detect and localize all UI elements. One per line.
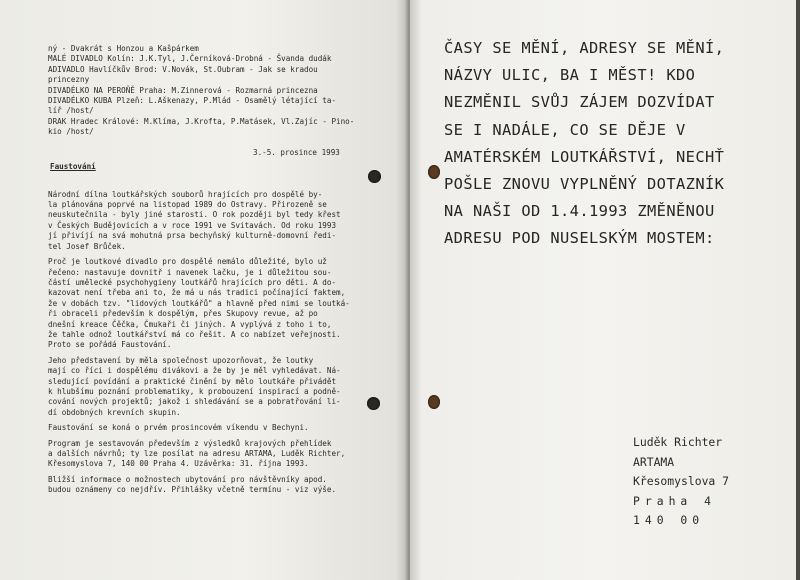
address-postcode: 140 00 (633, 513, 705, 527)
section-title: Faustování (50, 161, 96, 171)
announcement-line: SE I NADÁLE, CO SE DĚJE V (444, 120, 686, 139)
paragraph (48, 475, 366, 496)
paragraph-line: neuskutečnila - byly jiné starosti. O rok později byl tedy křest (48, 210, 341, 220)
paragraph-line: la plánována poprvé na listopad 1989 do Ostravy. Přirozeně se (48, 200, 327, 210)
punch-hole (428, 395, 440, 409)
paragraph-line: Proč je loutkové divadlo pro dospělé nemálo důležité, bylo už (48, 257, 327, 267)
address-street: Křesomyslova 7 (633, 474, 730, 488)
paragraph (48, 356, 366, 418)
paragraph-line: Faustování se koná o prvém prosincovém víkendu v Bechyni. (48, 423, 309, 433)
paragraph-line: kazovat není třeba ani to, že má u nás tradici počínající faktem, (48, 288, 346, 298)
listing-line: DIVADÉLKO KUBA Plzeň: L.Aškenazy, P.Mlád - Osamělý létající ta- (48, 96, 337, 106)
paragraph-line: dí obdobných krevních skupin. (48, 407, 181, 417)
punch-hole (367, 397, 380, 410)
listing-line: kio /host/ (48, 127, 94, 137)
announcement-line: AMATÉRSKÉM LOUTKÁŘSTVÍ, NECHŤ (444, 147, 725, 166)
announcement-line: NÁZVY ULIC, BA I MĚST! KDO (444, 66, 696, 85)
page-edge (796, 0, 800, 580)
paragraph-line: řečeno: nastavuje dovnitř i navenek lačku, je i důležitou sou- (48, 267, 332, 277)
paragraph-line: že tahle odnož loutkářství má co řešit. A co nabízet veřejnosti. (48, 329, 341, 339)
section-header (48, 147, 366, 171)
paragraph-line: že v dobách tzv. "lidových loutkářů" a hlavně před nimi se loutká- (48, 298, 350, 308)
announcement-line: NA NAŠI OD 1.4.1993 ZMĚNĚNOU (444, 202, 715, 221)
announcement-text (444, 35, 789, 253)
listing-line: líř /host/ (48, 106, 94, 116)
paragraph (48, 190, 366, 252)
paragraph-line: Bližší informace o možnostech ubytování pro návštěvníky apod. (48, 474, 327, 484)
paragraph-line: a dalších návrhů; ty lze posílat na adresu ARTAMA, Luděk Richter, (48, 449, 346, 458)
listing-line: MALÉ DIVADLO Kolín: J.K.Tyl, J.Černíková-Drobná - Švanda dudák (48, 54, 332, 64)
paragraph-line: částí umělecké psychohygieny loutkářů hrajících pro děti. A do- (48, 277, 337, 287)
paragraph-line: mají co říci i dospělému divákovi a že by je měl vyhledávat. Ná- (48, 366, 341, 376)
left-page-text (48, 44, 366, 501)
postal-address (633, 433, 729, 531)
listing-line: DRAK Hradec Králové: M.Klíma, J.Kroftа, P.Matásek, Vl.Zajíc - Pino- (48, 116, 355, 126)
paragraph-line: budou oznámeny co nejdřív. Přihlášky včetně termínu - viz výše. (48, 485, 337, 495)
announcement-line: NEZMĚNIL SVŮJ ZÁJEM DOZVÍDAT (444, 93, 715, 112)
paragraph-line: Národní dílna loutkářských souborů hrajících pro dospělé by- (48, 189, 323, 199)
paragraph (48, 423, 366, 433)
announcement-line: ČASY SE MĚNÍ, ADRESY SE MĚNÍ, (444, 39, 725, 57)
bleed-through-marks (760, 258, 778, 328)
address-organization: ARTAMA (633, 454, 675, 469)
announcement-line: ADRESU POD NUSELSKÝM MOSTEM: (444, 229, 715, 248)
listing-line: ADIVADLO Havlíčkův Brod: V.Novák, St.Oubram - Jak se kradou (48, 64, 318, 74)
paragraph-line: Křesomyslova 7, 140 00 Praha 4. Uzávěrka: 31. října 1993. (48, 459, 309, 469)
paragraph-line: v Českých Budějovicích a v roce 1991 ve Svitavách. Od roku 1993 (48, 220, 337, 230)
event-date: 3.-5. prosince 1993 (253, 147, 340, 157)
paragraph (48, 257, 366, 351)
listing-line: DIVADÉLKO NA PEROŇĚ Praha: M.Zinnerová - Rozmarná princezna (48, 85, 318, 95)
paragraph-line: ři obraceli především k dospělým, přes Skupovy revue, až po (48, 309, 318, 319)
punch-hole (368, 170, 381, 183)
paragraph (48, 439, 366, 470)
address-name: Luděk Richter (633, 435, 723, 449)
punch-hole (428, 165, 440, 179)
paragraph-line: Jeho představení by měla společnost upozorňovat, že loutky (48, 355, 314, 365)
paragraph-line: dnešní kreace Čěčka, Čmukaři či jiných. A vyplývá z toho i to, (48, 319, 332, 329)
paragraph-line: sledující povídání a praktické činění by mělo loutkáře přivádět (48, 376, 337, 386)
listing-line: princezny (48, 75, 90, 85)
paragraph-line: cování nových projektů; jakož i shledávání se a pobratřování li- (48, 397, 341, 407)
address-city: Praha 4 (633, 493, 717, 508)
paragraph-line: jí přivíjí na svá mohutná prsa bechyňský kulturně-domovní ředi- (48, 231, 337, 241)
paragraph-line: Proto se pořádá Faustování. (48, 340, 172, 350)
paragraph-line: Program je sestavován především z výsledků krajových přehlídek (48, 438, 332, 448)
listing-line: ný - Dvakrát s Honzou a Kašpárkem (48, 44, 199, 53)
announcement-line: POŠLE ZNOVU VYPLNĚNÝ DOTAZNÍK (444, 175, 725, 194)
paragraph-line: tel Josef Brůček. (48, 241, 126, 251)
paragraph-line: k hlubšímu poznání problematiky, k probouzení inspirací a podně- (48, 386, 341, 396)
